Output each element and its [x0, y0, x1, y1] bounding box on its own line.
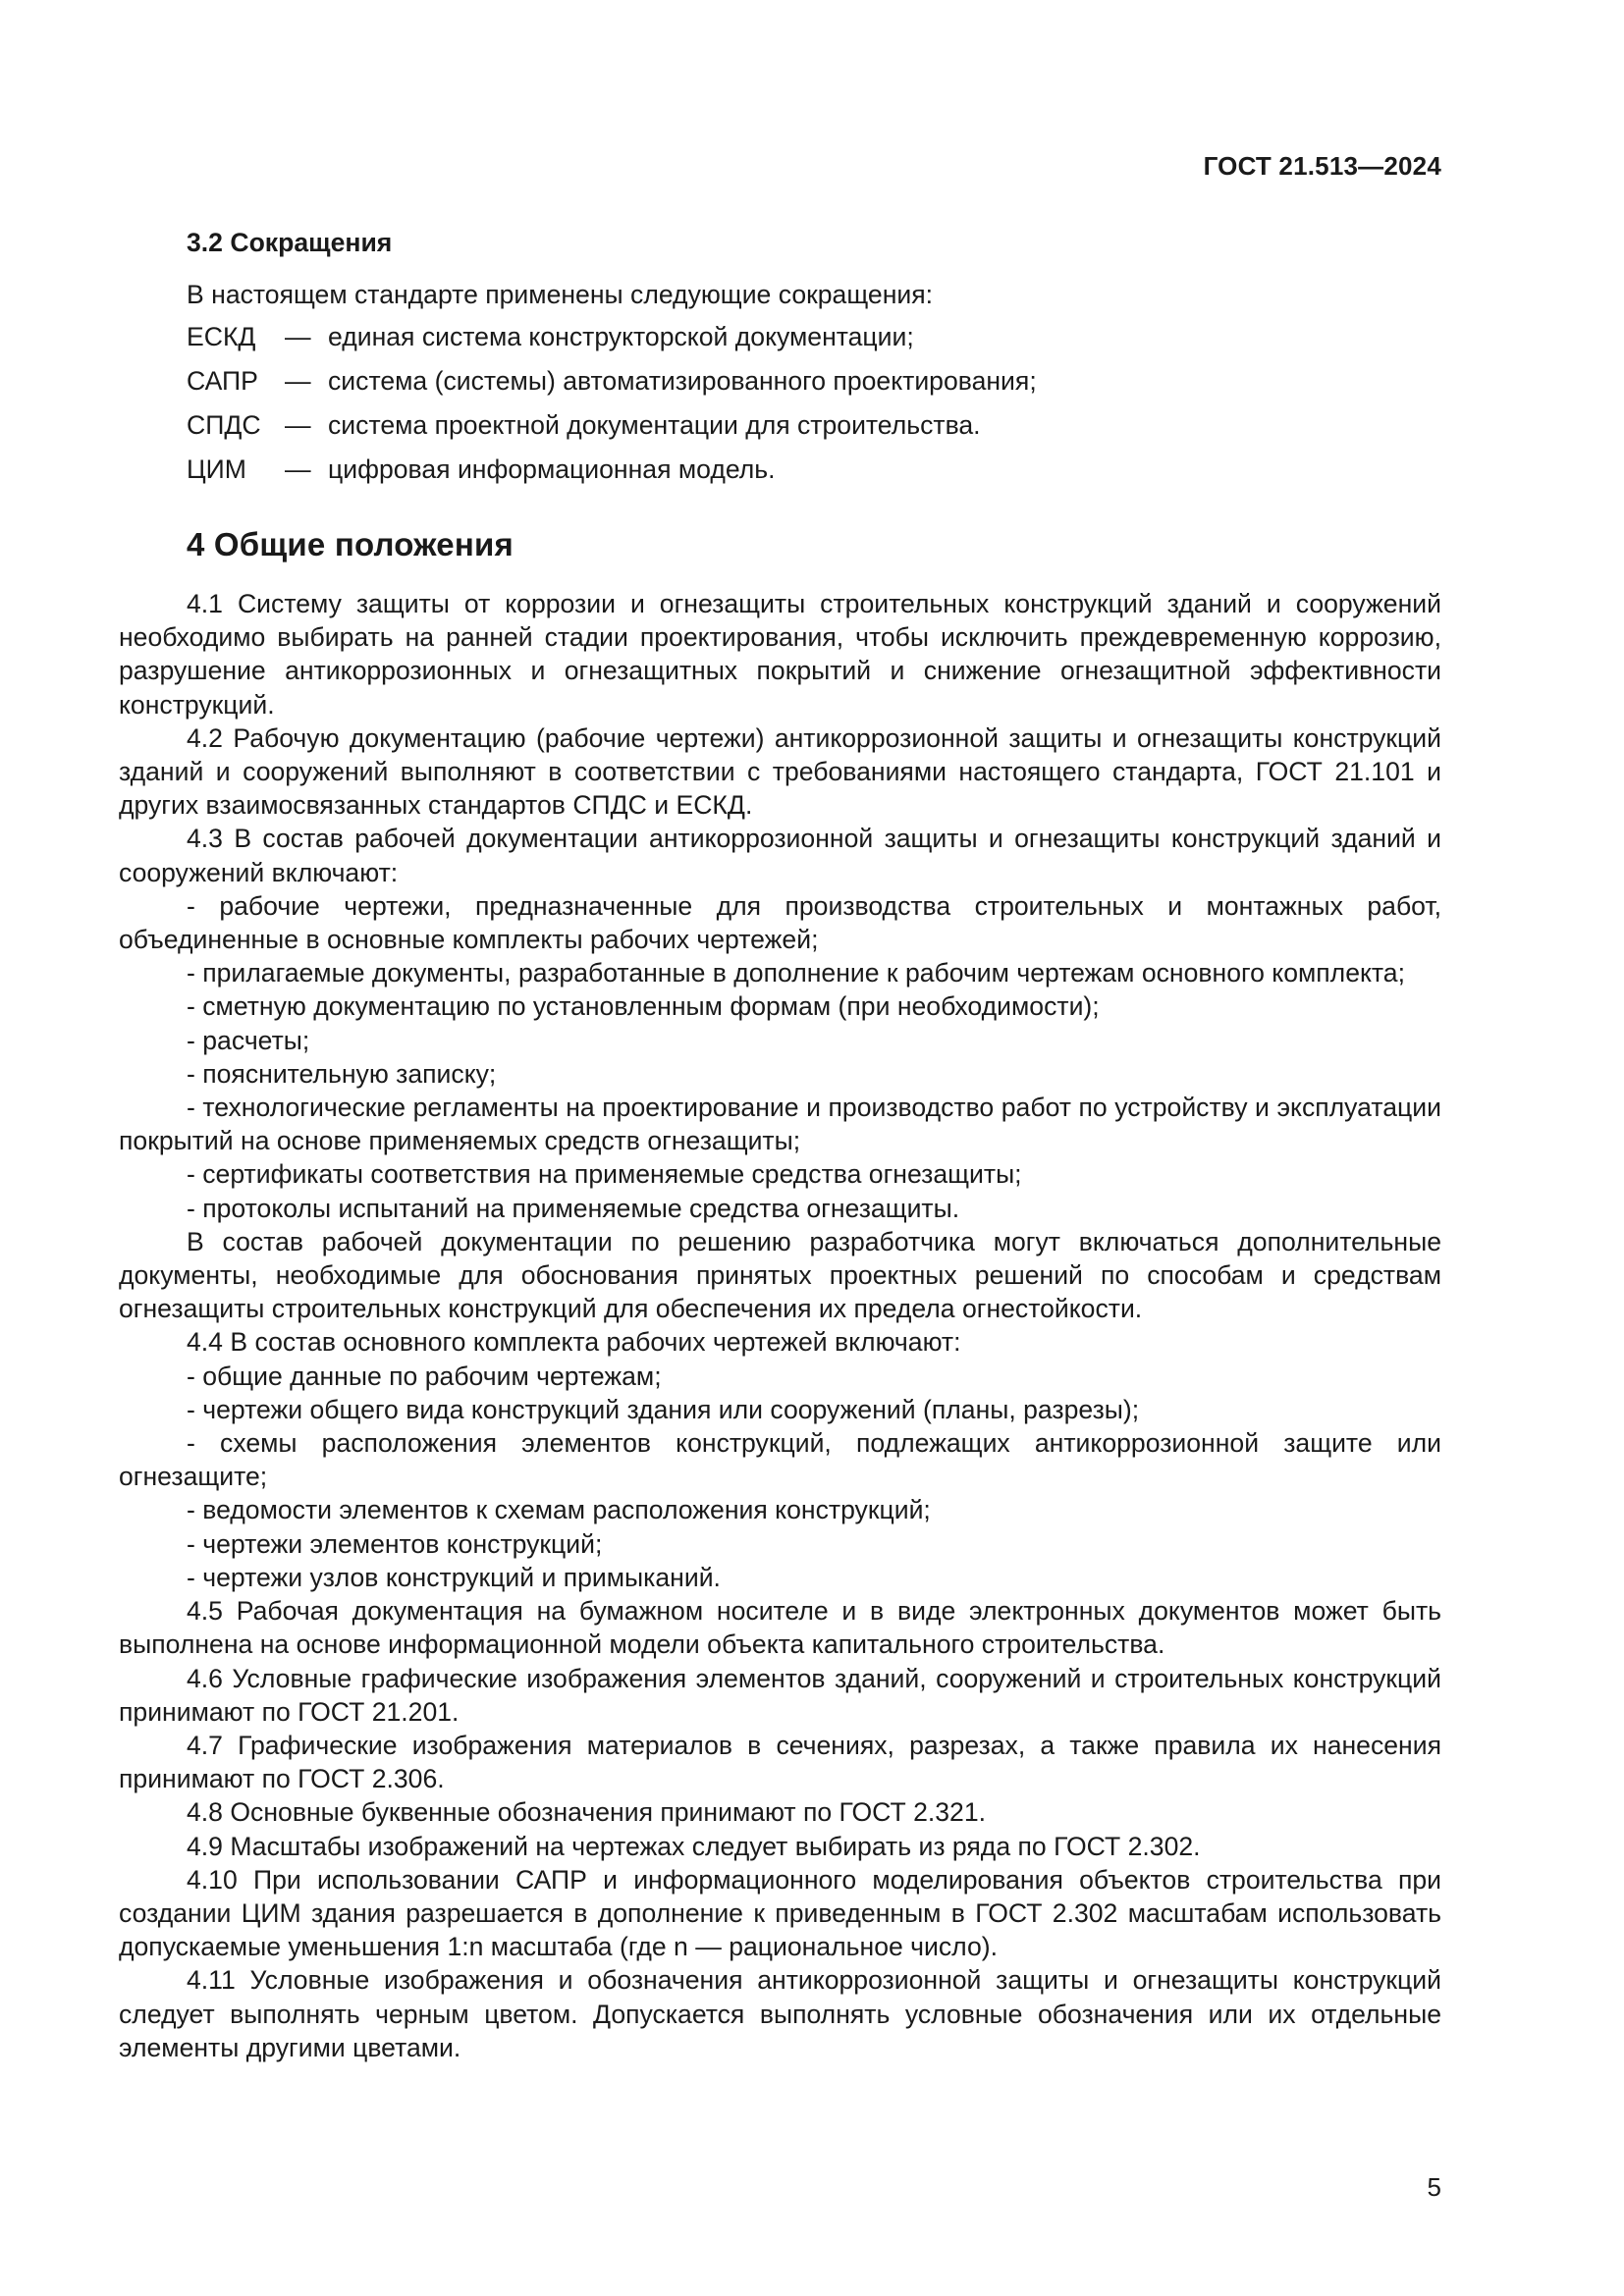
- clause-4-3-note: В состав рабочей документации по решению разработчика могут включаться дополнительные документы, необходимые для обоснования принятых проектных решений по способам и средствам огнезащиты строительных конструкций для обеспечения их предела огнестойкости.: [119, 1226, 1441, 1324]
- abbreviation-row: [187, 408, 1037, 453]
- list-item: - ведомости элементов к схемам расположения конструкций;: [187, 1495, 931, 1525]
- section-title: 4 Общие положения: [187, 526, 514, 562]
- abbreviation-dash: —: [285, 322, 311, 351]
- list-item: - чертежи общего вида конструкций здания или сооружений (планы, разрезы);: [187, 1394, 1140, 1424]
- clause-4-6: 4.6 Условные графические изображения элементов зданий, сооружений и строительных конструкций принимают по ГОСТ 21.201.: [119, 1663, 1441, 1727]
- page-number: 5: [1427, 2172, 1441, 2202]
- abbreviation-row: [187, 320, 1037, 364]
- clause-4-5: 4.5 Рабочая документация на бумажном носителе и в виде электронных документов может быть выполнена на основе информационной модели объекта капитального строительства.: [119, 1596, 1441, 1660]
- list-item: - технологические регламенты на проектирование и производство работ по устройству и эксплуатации покрытий на основе применяемых средств огнезащиты;: [119, 1093, 1441, 1156]
- abbreviation-row: [187, 364, 1037, 408]
- list-item: - сертификаты соответствия на применяемые средства огнезащиты;: [187, 1159, 1022, 1190]
- clause-4-8: 4.8 Основные буквенные обозначения принимают по ГОСТ 2.321.: [187, 1797, 987, 1828]
- list-item: - пояснительную записку;: [187, 1058, 497, 1089]
- abbreviation-term: ЦИМ: [187, 454, 246, 484]
- abbreviation-definition: система (системы) автоматизированного проектирования;: [328, 366, 1037, 396]
- abbreviation-term: СПДС: [187, 410, 261, 440]
- clause-4-7: 4.7 Графические изображения материалов в сечениях, разрезах, а также правила их нанесения принимают по ГОСТ 2.306.: [119, 1730, 1441, 1794]
- list-item: - рабочие чертежи, предназначенные для производства строительных и монтажных работ, объединенные в основные комплекты рабочих чертежей;: [119, 890, 1441, 955]
- abbreviation-definition: система проектной документации для строительства.: [328, 410, 981, 440]
- list-item: - прилагаемые документы, разработанные в дополнение к рабочим чертежам основного комплекта;: [187, 958, 1405, 988]
- abbreviation-row: [187, 453, 1037, 497]
- subsection-title: 3.2 Сокращения: [187, 228, 393, 257]
- clause-4-1: 4.1 Систему защиты от коррозии и огнезащиты строительных конструкций зданий и сооружений необходимо выбирать на ранней стадии проектирования, чтобы исключить преждевременную коррозию, разрушение антикоррозионных и огнезащитных покрытий и снижение огнезащитной эффективности конструкций.: [119, 589, 1441, 720]
- abbreviations-intro: В настоящем стандарте применены следующие сокращения:: [187, 280, 934, 309]
- section-body: [119, 587, 1441, 2064]
- abbreviations-list: [187, 320, 1037, 497]
- abbreviation-dash: —: [285, 410, 311, 440]
- clause-4-3: 4.3 В состав рабочей документации антикоррозионной защиты и огнезащиты конструкций зданий и сооружений включают:: [119, 824, 1441, 887]
- abbreviation-definition: единая система конструкторской документации;: [328, 322, 914, 351]
- clause-4-4: 4.4 В состав основного комплекта рабочих чертежей включают:: [187, 1327, 961, 1358]
- list-item: - схемы расположения элементов конструкций, подлежащих антикоррозионной защите или огнезащите;: [119, 1428, 1441, 1492]
- list-item: - расчеты;: [187, 1025, 310, 1055]
- abbreviation-term: САПР: [187, 366, 258, 396]
- abbreviation-dash: —: [285, 454, 311, 484]
- list-item: - протоколы испытаний на применяемые средства огнезащиты.: [187, 1193, 960, 1223]
- list-item: - общие данные по рабочим чертежам;: [187, 1361, 662, 1391]
- list-item: - сметную документацию по установленным формам (при необходимости);: [187, 991, 1100, 1022]
- list-item: - чертежи элементов конструкций;: [187, 1528, 603, 1559]
- list-item: - чертежи узлов конструкций и примыканий.: [187, 1562, 721, 1592]
- clause-4-9: 4.9 Масштабы изображений на чертежах следует выбирать из ряда по ГОСТ 2.302.: [187, 1831, 1201, 1861]
- clause-4-10: 4.10 При использовании САПР и информационного моделирования объектов строительства при создании ЦИМ здания разрешается в дополнение к приведенным в ГОСТ 2.302 масштабам использовать допускаемые уменьшения 1:n масштаба (где n — рациональное число).: [119, 1864, 1441, 1962]
- clause-4-11: 4.11 Условные изображения и обозначения антикоррозионной защиты и огнезащиты конструкций следует выполнять черным цветом. Допускается выполнять условные обозначения или их отдельные элементы другими цветами.: [119, 1965, 1441, 2062]
- abbreviation-term: ЕСКД: [187, 322, 256, 351]
- abbreviation-dash: —: [285, 366, 311, 396]
- standard-code: ГОСТ 21.513—2024: [1203, 151, 1441, 181]
- abbreviation-definition: цифровая информационная модель.: [328, 454, 776, 484]
- clause-4-2: 4.2 Рабочую документацию (рабочие чертежи) антикоррозионной защиты и огнезащиты конструкций зданий и сооружений выполняют в соответствии с требованиями настоящего стандарта, ГОСТ 21.101 и других взаимосвязанных стандартов СПДС и ЕСКД.: [119, 722, 1441, 821]
